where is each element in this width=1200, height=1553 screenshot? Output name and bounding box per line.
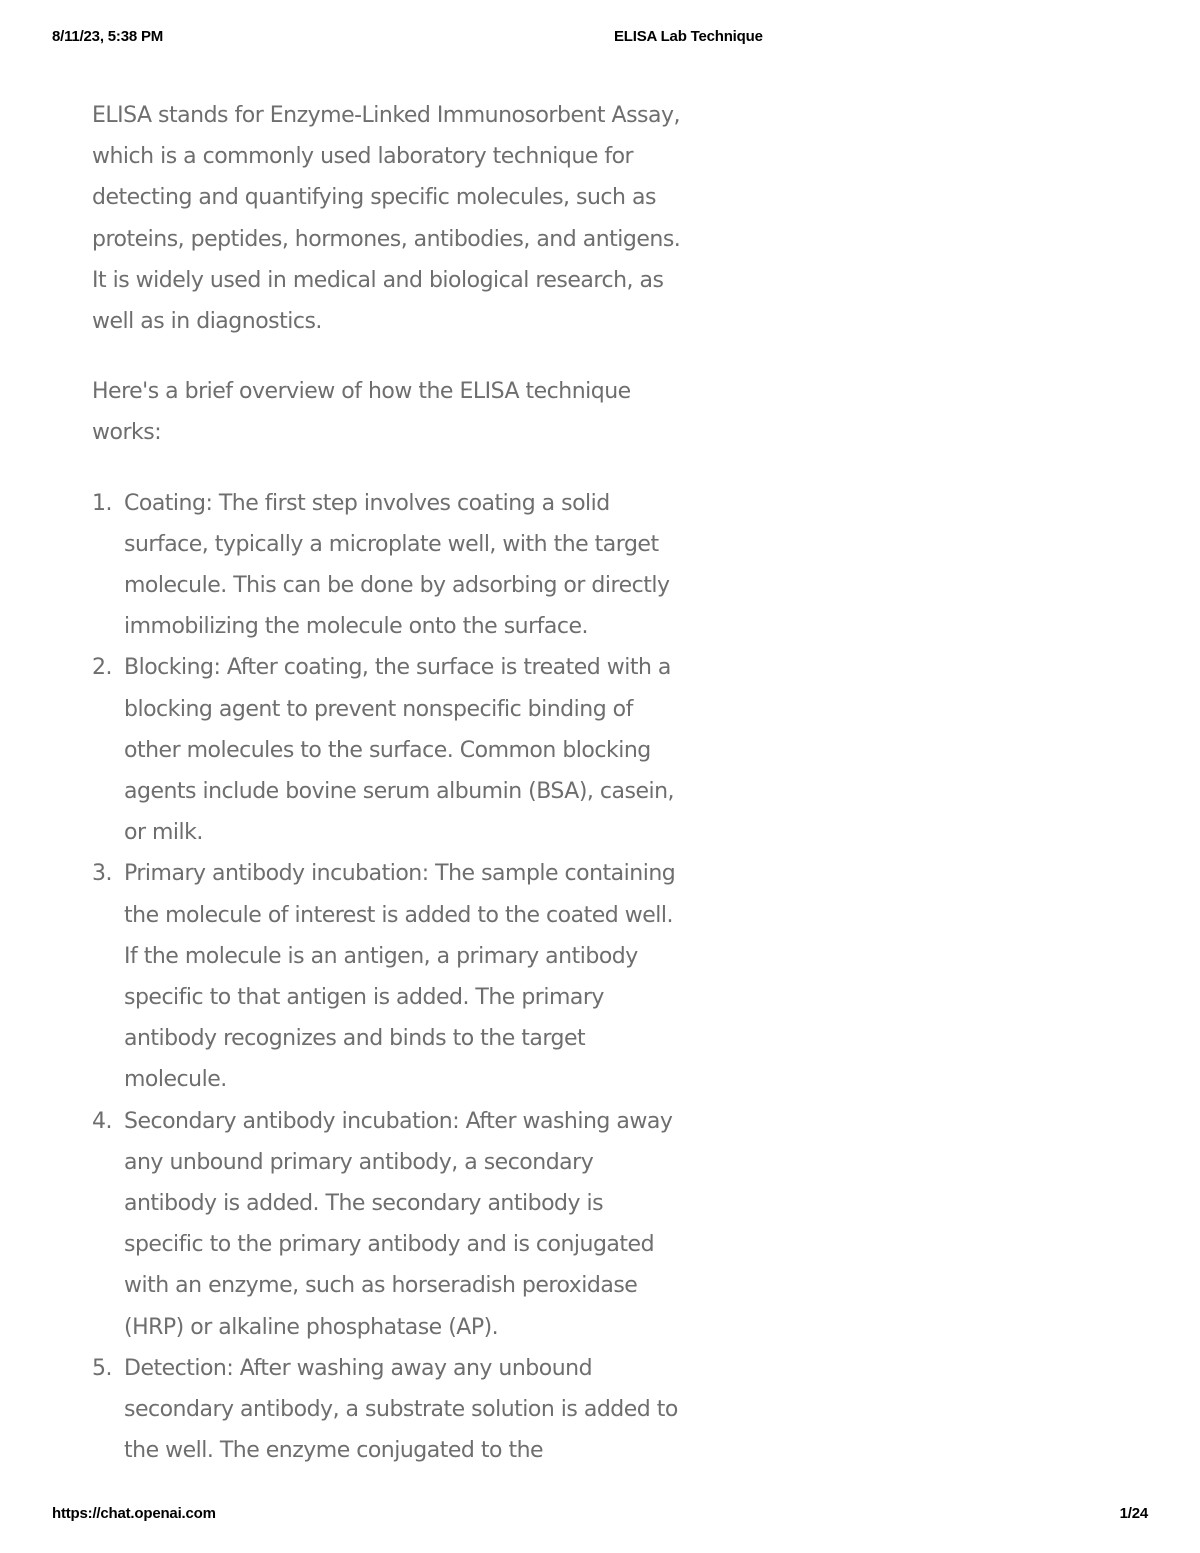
- list-item-text: Blocking: After coating, the surface is treated with a blocking agent to prevent nonspecific binding of other molecules to the surface. Common blocking agents include bovine serum albumin (BSA), casein, or milk.: [124, 655, 675, 846]
- list-item-number: 1.: [92, 490, 112, 516]
- list-item: [92, 483, 682, 648]
- print-datetime: 8/11/23, 5:38 PM: [52, 28, 164, 45]
- list-item-number: 5.: [92, 1355, 112, 1381]
- list-item-text: Detection: After washing away any unbound secondary antibody, a substrate solution is added to the well. The enzyme conjugated to the: [124, 1355, 678, 1464]
- list-item: [92, 853, 682, 1100]
- print-header: [0, 28, 1200, 52]
- list-item-text: Coating: The first step involves coating a solid surface, typically a microplate well, with the target molecule. This can be done by adsorbing or directly immobilizing the molecule onto the surface.: [124, 490, 670, 640]
- steps-list: [92, 483, 682, 1472]
- list-item: [92, 1101, 682, 1348]
- overview-paragraph: Here's a brief overview of how the ELISA technique works:: [92, 379, 631, 446]
- document-title: ELISA Lab Technique: [614, 28, 763, 45]
- print-footer: [0, 1505, 1200, 1529]
- source-url: https://chat.openai.com: [52, 1505, 216, 1522]
- list-item-text: Primary antibody incubation: The sample containing the molecule of interest is added to the coated well. If the molecule is an antigen, a primary antibody specific to that antigen is added. The primary antibody recognizes and binds to the target molecule.: [124, 861, 676, 1093]
- list-item: [92, 1348, 682, 1472]
- intro-paragraph: ELISA stands for Enzyme-Linked Immunosorbent Assay, which is a commonly used laboratory technique for detecting and quantifying specific molecules, such as proteins, peptides, hormones, antibodies, and antigens. It is widely used in medical and biological research, as well as in diagnostics.: [92, 103, 681, 335]
- list-item-text: Secondary antibody incubation: After washing away any unbound primary antibody, a secondary antibody is added. The secondary antibody is specific to the primary antibody and is conjugated with an enzyme, such as horseradish peroxidase (HRP) or alkaline phosphatase (AP).: [124, 1108, 673, 1340]
- list-item: [92, 647, 682, 853]
- list-item-number: 4.: [92, 1108, 112, 1134]
- document-body: [92, 95, 682, 1472]
- list-item-number: 3.: [92, 861, 112, 887]
- page-number: 1/24: [1119, 1505, 1148, 1522]
- list-item-number: 2.: [92, 655, 112, 681]
